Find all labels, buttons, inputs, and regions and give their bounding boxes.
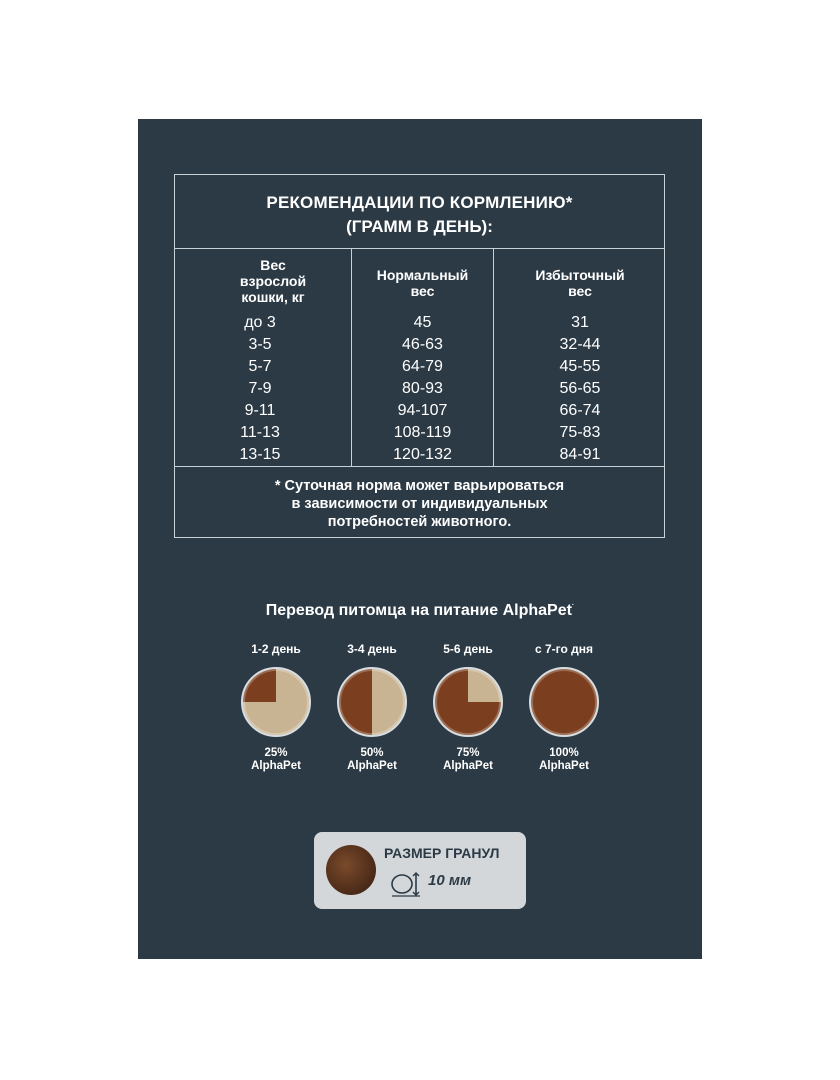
- excess-column: [494, 248, 666, 466]
- feeding-columns: [175, 248, 664, 467]
- product-info-panel: [138, 119, 702, 959]
- table-cell: 75-83: [559, 424, 601, 441]
- table-cell: 45-55: [559, 358, 601, 375]
- table-cell: 66-74: [559, 402, 601, 419]
- table-cell: 80-93: [402, 380, 443, 397]
- step-label: 3-4 день: [347, 642, 397, 656]
- feeding-title-line1: РЕКОМЕНДАЦИИ ПО КОРМЛЕНИЮ*: [266, 193, 573, 212]
- table-cell: 31: [571, 314, 589, 331]
- table-cell: 32-44: [559, 336, 601, 353]
- normal-header: Нормальный вес: [376, 267, 469, 299]
- food-bowl-image: [241, 667, 311, 737]
- step-percentage: 75% AlphaPet: [443, 747, 493, 772]
- table-cell: 84-91: [559, 446, 601, 463]
- table-cell: 56-65: [559, 380, 601, 397]
- excess-header: Избыточный вес: [535, 267, 625, 299]
- transition-title: Перевод питомца на питание AlphaPet·: [265, 602, 575, 619]
- step-label: с 7-го дня: [534, 642, 594, 656]
- table-cell: 5-7: [248, 358, 272, 375]
- step-label: 5-6 день: [443, 642, 493, 656]
- table-cell: 9-11: [244, 402, 276, 419]
- step-percentage: 100% AlphaPet: [539, 747, 589, 772]
- table-cell: до 3: [244, 314, 276, 331]
- granule-size-badge: [314, 832, 526, 909]
- transition-step: [324, 639, 420, 773]
- normal-column: [351, 248, 494, 466]
- table-cell: 108-119: [393, 424, 452, 441]
- table-cell: 7-9: [248, 380, 272, 397]
- weight-header: Вес взрослой кошки, кг: [239, 257, 307, 305]
- kibble-image: [326, 845, 376, 895]
- table-cell: 46-63: [402, 336, 443, 353]
- table-cell: 11-13: [240, 424, 280, 441]
- feeding-title-line2: (ГРАММ В ДЕНЬ):: [346, 217, 493, 236]
- food-bowl-image: [433, 667, 503, 737]
- granule-size: 10 мм: [428, 872, 472, 889]
- food-bowl-image: [337, 667, 407, 737]
- granule-title: РАЗМЕР ГРАНУЛ: [384, 845, 500, 861]
- feeding-table: [174, 174, 665, 538]
- feeding-table-header: [175, 175, 664, 249]
- brand-name: AlphaPet: [502, 602, 572, 619]
- food-bowl-image: [529, 667, 599, 737]
- normal-values: [352, 312, 493, 466]
- table-cell: 94-107: [397, 402, 448, 419]
- weight-values: [175, 312, 351, 466]
- brand-mark: ·: [571, 602, 575, 609]
- step-label: 1-2 день: [251, 642, 301, 656]
- table-cell: 64-79: [402, 358, 443, 375]
- excess-values: [494, 312, 666, 466]
- table-cell: 120-132: [393, 446, 452, 463]
- table-cell: 13-15: [239, 446, 281, 463]
- step-percentage: 50% AlphaPet: [347, 747, 397, 772]
- transition-step: [228, 639, 324, 773]
- table-cell: 45: [413, 314, 432, 331]
- transition-step: [420, 639, 516, 773]
- transition-step: [516, 639, 612, 773]
- step-percentage: 25% AlphaPet: [251, 747, 301, 772]
- table-cell: 3-5: [248, 336, 272, 353]
- weight-column: [175, 248, 351, 466]
- diameter-icon: [390, 870, 426, 898]
- footnote: * Суточная норма может варьироваться в зависимости от индивидуальных потребностей животного.: [274, 478, 565, 530]
